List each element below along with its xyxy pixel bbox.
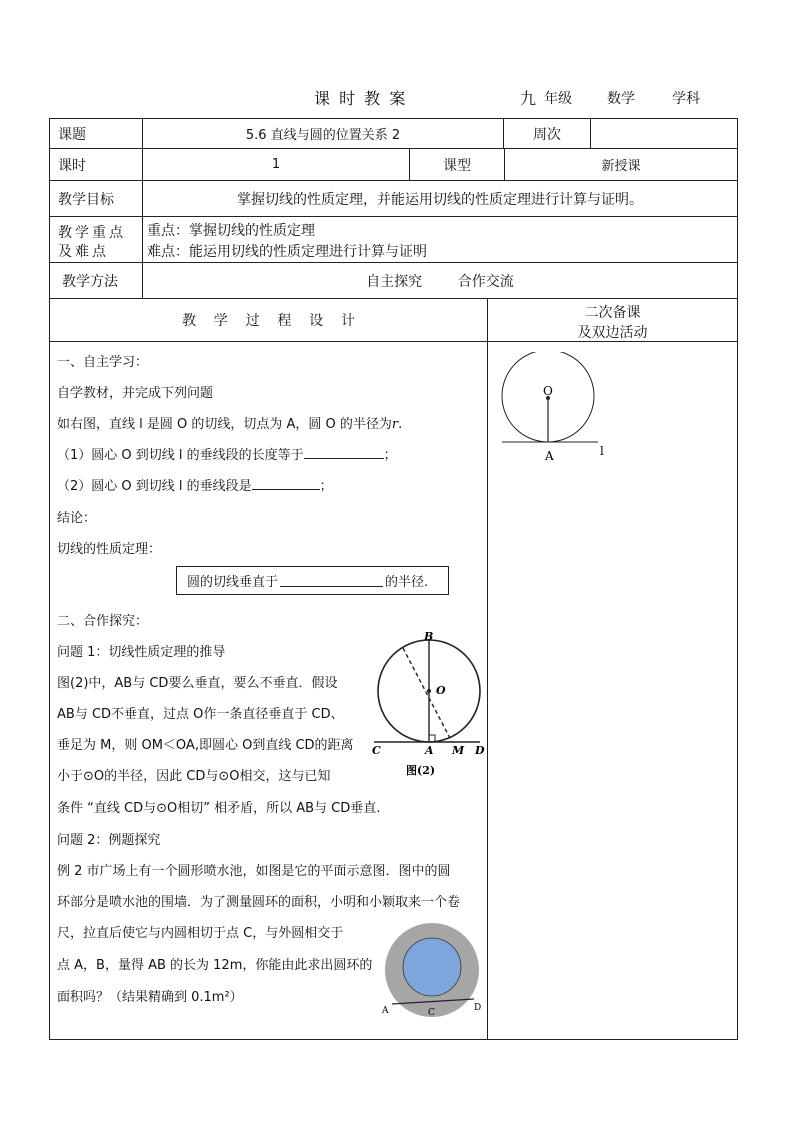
section2-title: 二、合作探究： (57, 614, 149, 629)
difficulty-point: 难点：能运用切线的性质定理进行计算与证明 (147, 244, 427, 260)
side-header-1: 二次备课 (584, 305, 641, 321)
label-c-3: C (428, 1008, 435, 1018)
week-label: 周次 (533, 126, 561, 143)
theorem-blank[interactable] (280, 574, 383, 587)
problem1-line1: 图(2)中，AB与 CD要么垂直，要么不垂直．假设 (57, 676, 338, 691)
problem1-line4: 小于⊙O的半径，因此 CD与⊙O相交，这与已知 (57, 769, 331, 784)
figure-2-proof (368, 628, 488, 778)
side-header-2: 及双边活动 (577, 325, 648, 341)
key-label-1: 教学重点 (58, 225, 126, 241)
theorem-label: 切线的性质定理： (57, 542, 162, 557)
hours-label: 课时 (58, 157, 86, 174)
process-header: 教 学 过 程 设 计 (181, 313, 355, 329)
label-a: A (545, 449, 554, 463)
example-line4: 点 A，B，量得 AB 的长为 12m，你能由此求出圆环的 (57, 958, 373, 973)
question-2: （2）圆心 O 到切线 l 的垂线段是 ； (57, 479, 333, 494)
answer-blank-1[interactable] (304, 446, 384, 459)
label-d-3: D (474, 1003, 482, 1013)
problem1-line2: AB与 CD不垂直，过点 O作一条直径垂直于 CD、 (57, 707, 344, 722)
page-header (0, 86, 794, 112)
label-m: M (452, 744, 465, 757)
label-c: C (372, 744, 381, 757)
theorem-box: 圆的切线垂直于 的半径. (176, 566, 449, 595)
section1-line1: 自学教材，并完成下列问题 (57, 386, 214, 401)
label-a-2: A (425, 744, 434, 757)
example-line3: 尺，拉直后使它与内圆相切于点 C，与外圆相交于 (57, 926, 344, 941)
label-l: l (600, 444, 604, 458)
key-label-2: 及难点 (58, 244, 109, 260)
header-grade-label: 年级 (544, 91, 572, 107)
inner-circle (403, 938, 461, 996)
label-o: O (543, 384, 553, 398)
goal-label: 教学目标 (58, 191, 114, 208)
method-label: 教学方法 (62, 273, 118, 290)
example-line1: 例 2 市广场上有一个圆形喷水池，如图是它的平面示意图．图中的圆 (57, 864, 451, 879)
problem1-line3: 垂足为 M，则 OM＜OA,即圆心 O到直线 CD的距离 (57, 738, 354, 753)
section1-line2: 如右图，直线 l 是圆 O 的切线，切点为 A，圆 O 的半径为r. (57, 417, 403, 432)
topic-value: 5.6 直线与圆的位置关系 2 (245, 128, 401, 143)
label-o-2: O (436, 684, 446, 697)
type-value: 新授课 (601, 159, 641, 174)
header-subject: 数学 (607, 91, 635, 107)
week-value (591, 119, 737, 148)
center-dot-2 (427, 689, 431, 693)
topic-label: 课题 (58, 126, 86, 143)
problem1-line5: 条件 “直线 CD与⊙O相切” 相矛盾，所以 AB与 CD垂直. (57, 801, 381, 816)
method-value: 自主探究 合作交流 (366, 273, 514, 290)
label-d: D (475, 744, 485, 757)
header-grade-num: 九 (520, 89, 537, 108)
header-subject-label: 学科 (672, 91, 700, 107)
problem2-title: 问题 2：例题探究 (57, 833, 161, 848)
conclusion-label: 结论： (57, 511, 97, 526)
example-line2: 环部分是喷水池的围墙．为了测量圆环的面积，小明和小颖取来一个卷 (57, 895, 461, 910)
question-1: （1）圆心 O 到切线 l 的垂线段的长度等于 ； (57, 448, 397, 463)
header-title: 课 时 教 案 (314, 89, 408, 108)
example-line5: 面积吗？（结果精确到 0.1m²） (57, 990, 243, 1005)
key-point: 重点：掌握切线的性质定理 (147, 223, 315, 239)
figure-tangent-circle (498, 352, 618, 467)
goal-value: 掌握切线的性质定理，并能运用切线的性质定理进行计算与证明。 (237, 191, 643, 208)
problem1-title: 问题 1：切线性质定理的推导 (57, 645, 226, 660)
label-a-3: A (382, 1006, 389, 1016)
hours-value: 1 (271, 157, 281, 172)
figure-fountain-ring (378, 920, 488, 1025)
label-b: B (424, 630, 434, 643)
section1-title: 一、自主学习： (57, 355, 149, 370)
type-label: 课型 (443, 157, 471, 174)
figure-2-caption: 图(2) (406, 764, 436, 777)
answer-blank-2[interactable] (252, 477, 320, 490)
